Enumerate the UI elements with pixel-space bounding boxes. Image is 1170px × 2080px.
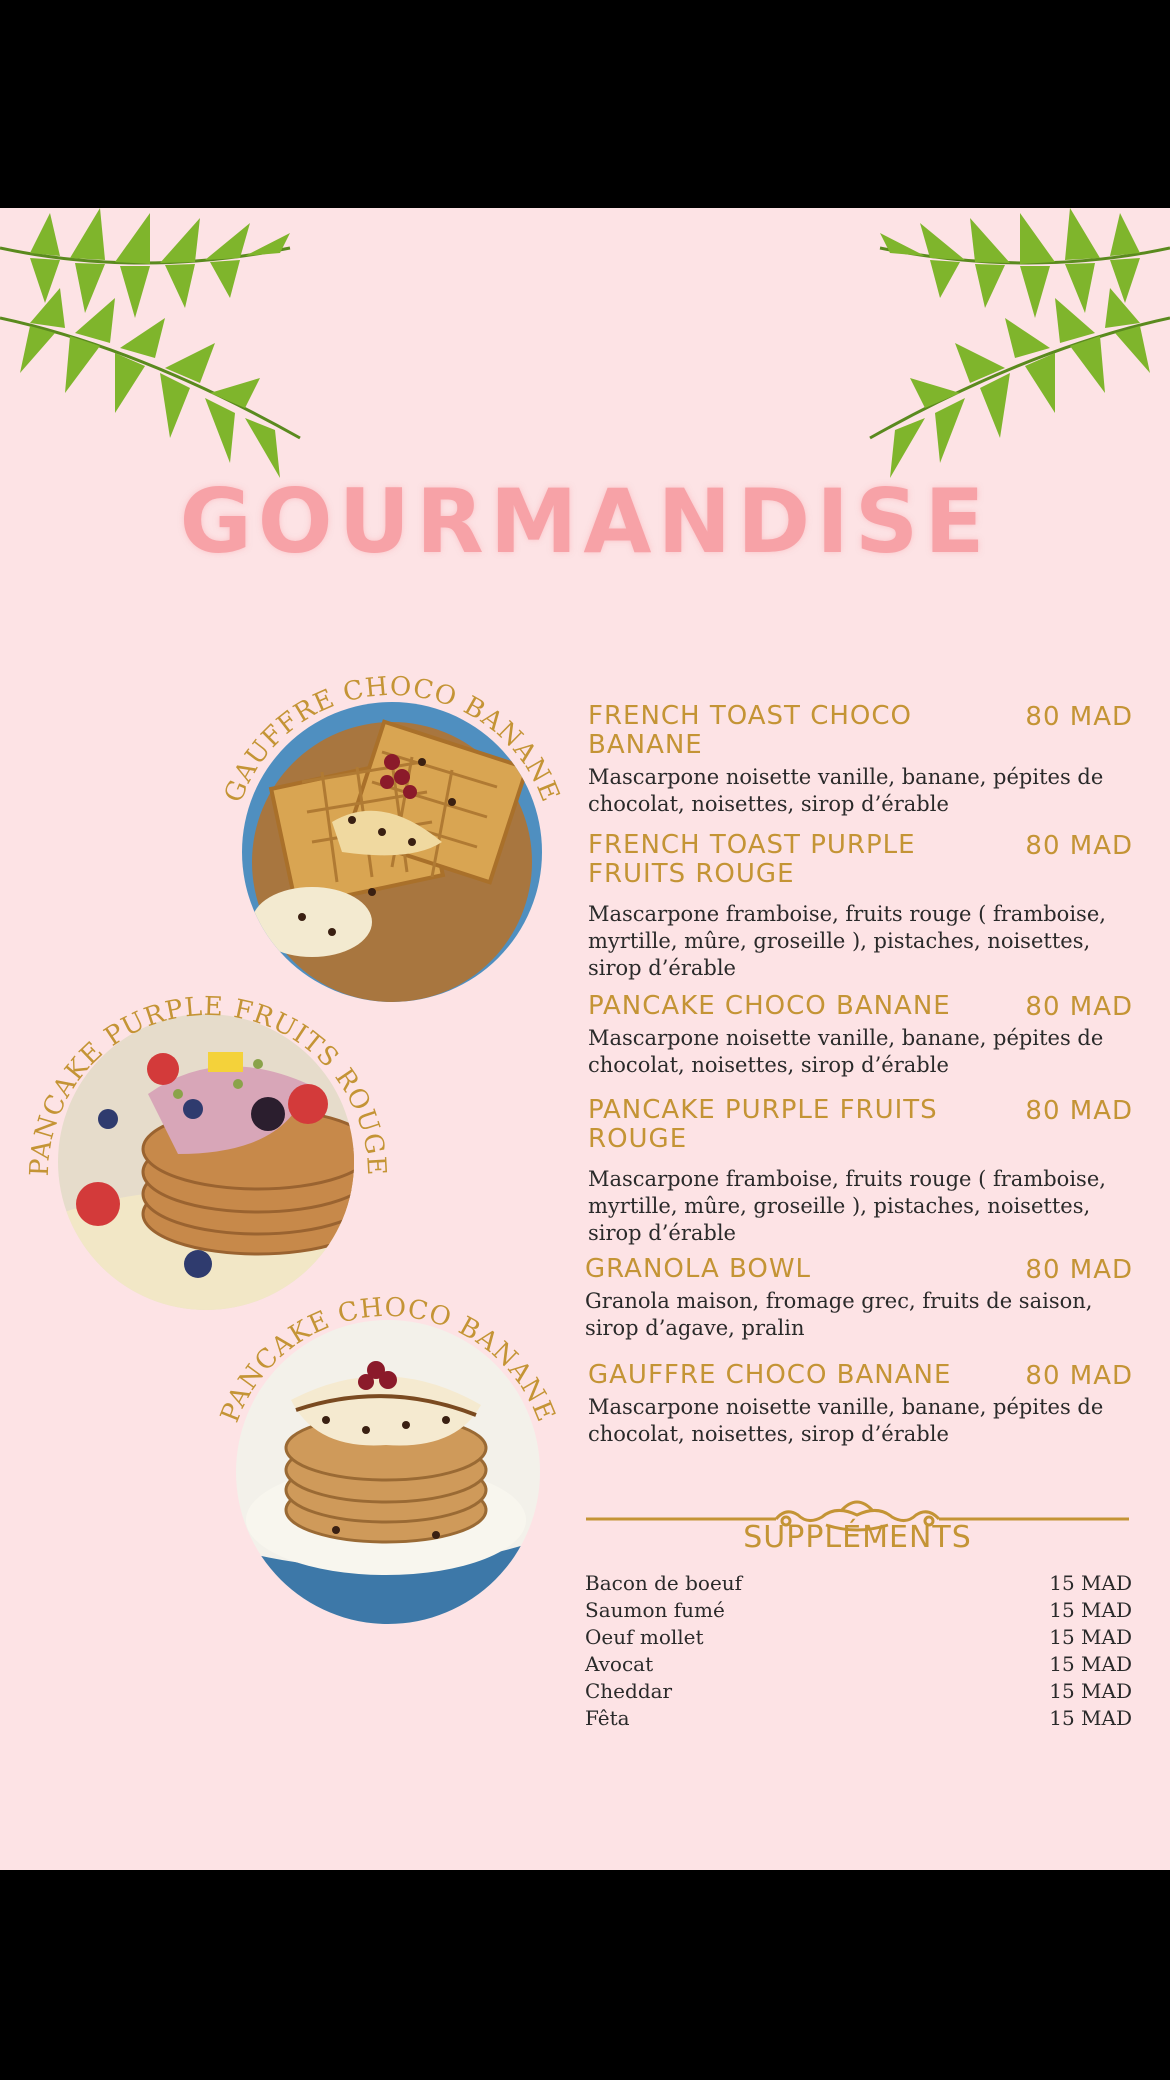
supplement-name: Cheddar	[585, 1679, 673, 1703]
menu-item-description: Mascarpone noisette vanille, banane, pépites de chocolat, noisettes, sirop d’érable	[588, 1026, 1104, 1077]
supplement-name: Oeuf mollet	[585, 1625, 704, 1649]
svg-text:GAUFFRE CHOCO BANANE	[219, 672, 566, 807]
supplement-name: Avocat	[585, 1652, 654, 1676]
menu-item-description: Mascarpone noisette vanille, banane, pépites de chocolat, noisettes, sirop d’érable	[588, 765, 1104, 816]
menu-item-price: 80 MAD	[1025, 992, 1133, 1022]
svg-text:PANCAKE CHOCO BANANE	[215, 1293, 561, 1427]
page-title: GOURMANDISE	[179, 470, 991, 573]
supplements-list	[585, 1570, 1132, 1732]
menu-item-name: PANCAKE CHOCO BANANE	[588, 991, 951, 1021]
menu-item-name: GRANOLA BOWL	[585, 1254, 812, 1284]
supplement-row	[585, 1597, 1132, 1624]
palm-leaf-left-icon	[0, 208, 310, 498]
menu-item	[585, 1255, 1133, 1342]
menu-item-description: Mascarpone framboise, fruits rouge ( framboise, myrtille, mûre, groseille ), pistaches, noisettes, sirop d’érable	[588, 902, 1106, 980]
menu-item	[588, 992, 1133, 1079]
supplement-row	[585, 1705, 1132, 1732]
menu-item	[588, 1096, 1133, 1247]
supplement-name: Bacon de boeuf	[585, 1571, 743, 1595]
menu-page	[0, 208, 1170, 1870]
menu-item-name: PANCAKE PURPLE FRUITS ROUGE	[588, 1095, 938, 1154]
supplement-price: 15 MAD	[1049, 1679, 1132, 1703]
supplement-name: Saumon fumé	[585, 1598, 725, 1622]
supplement-price: 15 MAD	[1049, 1706, 1132, 1730]
supplements-title: SUPPLÉMENTS	[743, 1520, 972, 1555]
menu-item-price: 80 MAD	[1025, 702, 1133, 732]
menu-item-description: Granola maison, fromage grec, fruits de saison, sirop d’agave, pralin	[585, 1289, 1093, 1340]
menu-item-price: 80 MAD	[1025, 1096, 1133, 1126]
menu-item	[588, 702, 1133, 818]
gauffre-arc-label	[202, 660, 582, 860]
menu-item-price: 80 MAD	[1025, 1255, 1133, 1285]
menu-item	[588, 831, 1133, 982]
menu-item-name: FRENCH TOAST CHOCO BANANE	[588, 701, 912, 760]
menu-item-price: 80 MAD	[1025, 831, 1133, 861]
supplement-price: 15 MAD	[1049, 1571, 1132, 1595]
supplement-price: 15 MAD	[1049, 1598, 1132, 1622]
supplement-name: Fêta	[585, 1706, 630, 1730]
menu-item-description: Mascarpone framboise, fruits rouge ( framboise, myrtille, mûre, groseille ), pistaches, noisettes, sirop d’érable	[588, 1167, 1106, 1245]
photo-label-3: PANCAKE CHOCO BANANE	[215, 1292, 561, 1427]
palm-leaf-right-icon	[860, 208, 1170, 498]
svg-text:PANCAKE PURPLE FRUITS ROUGE	[25, 992, 391, 1177]
pancake-purple-arc-label	[18, 960, 398, 1175]
supplement-row	[585, 1624, 1132, 1651]
menu-item-price: 80 MAD	[1025, 1361, 1133, 1391]
supplement-row	[585, 1570, 1132, 1597]
supplement-price: 15 MAD	[1049, 1652, 1132, 1676]
supplement-row	[585, 1651, 1132, 1678]
menu-item-name: FRENCH TOAST PURPLE FRUITS ROUGE	[588, 830, 916, 889]
photo-label-1: GAUFFRE CHOCO BANANE	[218, 671, 566, 807]
menu-item	[588, 1361, 1133, 1448]
pancake-choco-arc-label	[198, 1266, 578, 1481]
menu-item-name: GAUFFRE CHOCO BANANE	[588, 1360, 952, 1390]
photo-label-2: PANCAKE PURPLE FRUITS ROUGE	[24, 991, 392, 1177]
supplement-row	[585, 1678, 1132, 1705]
supplement-price: 15 MAD	[1049, 1625, 1132, 1649]
menu-item-description: Mascarpone noisette vanille, banane, pépites de chocolat, noisettes, sirop d’érable	[588, 1395, 1104, 1446]
